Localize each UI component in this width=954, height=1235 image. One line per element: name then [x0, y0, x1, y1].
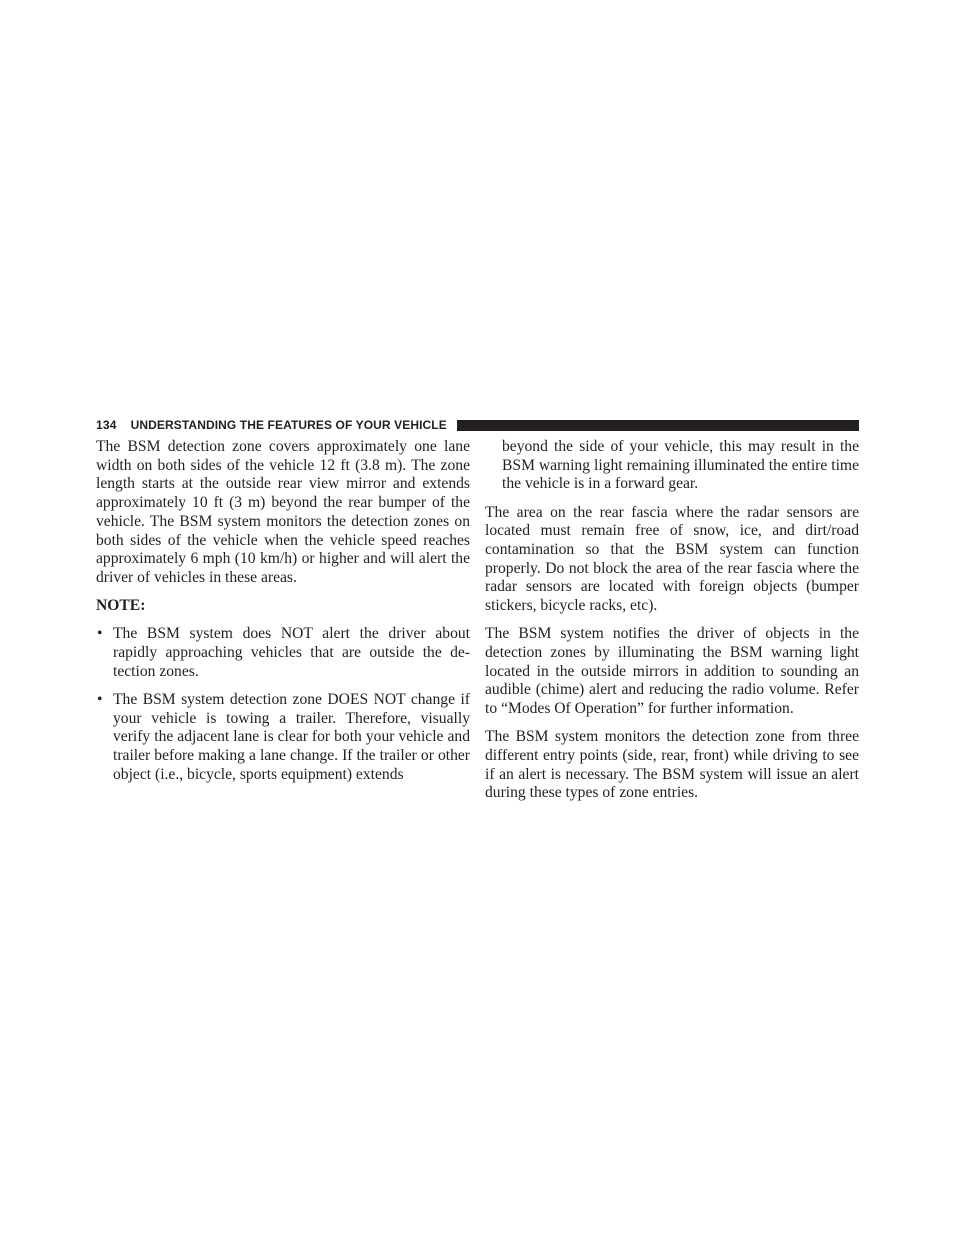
note-list-item — [96, 625, 470, 681]
left-column — [96, 438, 470, 794]
body-paragraph: The BSM system notifies the driver of objects in the detection zones by illuminating the BSM warning light located in the outside mirrors in addition to sounding an audible (chime) alert and reducing the radio volume. Refer to “Modes Of Operation” for further information. — [485, 625, 859, 718]
page-header — [96, 416, 859, 434]
header-rule-bar — [457, 420, 859, 431]
bullet-icon: • — [97, 690, 103, 708]
bullet-continuation: beyond the side of your vehicle, this may result in the BSM warning light remaining illuminated the entire time the vehicle is in a forward gear. — [502, 438, 859, 493]
right-column — [485, 438, 859, 813]
note-text: The BSM system does NOT alert the driver about rapidly approaching vehicles that are outside the detection zones. — [113, 625, 470, 680]
body-paragraph: The area on the rear fascia where the radar sensors are located must remain free of snow, ice, and dirt/road contamination so that the BSM system can function properly. Do not block the area of the rear fascia where the radar sensors are located with foreign objects (bumper stickers, bicycle racks, etc). — [485, 503, 859, 615]
section-title: UNDERSTANDING THE FEATURES OF YOUR VEHICLE — [130, 418, 447, 432]
intro-paragraph: The BSM detection zone covers approximately one lane width on both sides of the vehicle 12 ft (3.8 m). The zone length starts at the outside rear view mirror and extends approximately 10 ft (3 m) beyond the rear bumper of the vehicle. The BSM system monitors the detection zones on both sides of the vehicle when the vehicle speed reaches approximately 6 mph (10 km/h) or higher and will alert the driver of vehicles in these areas. — [96, 438, 470, 586]
note-label: NOTE: — [96, 597, 146, 615]
body-paragraph: The BSM system monitors the detection zone from three different entry points (side, rear, front) while driving to see if an alert is necessary. The BSM system will issue an alert during these types of zone entries. — [485, 728, 859, 802]
page-number: 134 — [96, 418, 117, 432]
note-list-item — [96, 691, 470, 785]
note-list — [96, 625, 470, 784]
note-text: The BSM system detection zone DOES NOT change if your vehicle is towing a trailer. Therefore, visually verify the adjacent lane is clear for both your vehicle and trailer before making a lane change. If the trailer or other object (i.e., bicycle, sports equipment) extends — [113, 690, 470, 783]
bullet-icon: • — [97, 625, 103, 643]
